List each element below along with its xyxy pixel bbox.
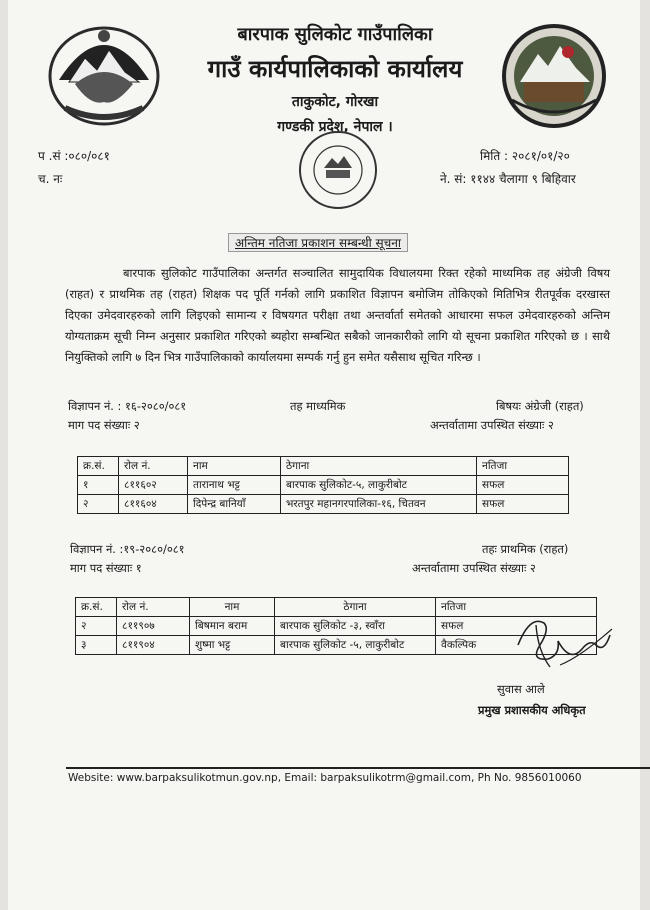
nepal-sambat-date: ने. सं: ११४४ चैलागा ९ बिहिवार [440, 172, 576, 186]
signatory-name: सुवास आले [497, 682, 545, 696]
footer-divider [66, 767, 650, 769]
table-cell: सफल [477, 495, 569, 514]
table-header-cell: नाम [188, 457, 281, 476]
ad1-result-table [77, 456, 569, 514]
table-header-cell: रोल नं. [119, 457, 188, 476]
notice-body [65, 263, 610, 368]
province-name: गण्डकी प्रदेश, नेपाल । [277, 119, 393, 135]
ad2-level: तहः प्राथमिक (राहत) [482, 542, 569, 556]
table-cell: २ [76, 617, 117, 636]
dispatch-number: च. नः [38, 172, 63, 186]
table-header-cell: नाम [190, 598, 275, 617]
table-cell: १ [78, 476, 119, 495]
office-name: गाउँ कार्यपालिकाको कार्यालय [207, 55, 463, 83]
footer-contact: Website: www.barpaksulikotmun.gov.np, Email: barpaksulikotrm@gmail.com, Ph No. 9856010060 [68, 772, 582, 784]
table-cell: वैकल्पिक [436, 636, 597, 655]
table-header-cell: नतिजा [436, 598, 597, 617]
table-cell: दिपेन्द्र बानियाँ [188, 495, 281, 514]
table-cell: ८११६०२ [119, 476, 188, 495]
ad1-posts: माग पद संख्याः २ [68, 418, 140, 432]
ad1-level: तह माध्यमिक [290, 399, 346, 413]
signatory-title: प्रमुख प्रशासकीय अधिकृत [478, 703, 586, 717]
table-cell: ८११९०४ [117, 636, 190, 655]
ad2-present: अन्तर्वातामा उपस्थित संख्याः २ [412, 561, 536, 575]
table-header-cell: क्र.सं. [78, 457, 119, 476]
letter-date: मिति : २०८१/०१/२० [480, 149, 570, 163]
table-cell: बारपाक सुलिकोट -३, स्वाँरा [275, 617, 436, 636]
table-cell: तारानाथ भट्ट [188, 476, 281, 495]
table-cell: भरतपुर महानगरपालिका-१६, चितवन [281, 495, 477, 514]
table-header-cell: नतिजा [477, 457, 569, 476]
notice-paragraph: बारपाक सुलिकोट गाउँपालिका अन्तर्गत सञ्चालित सामुदायिक विधालयमा रिक्त रहेको माध्यमिक तह अंग्रेजी विषय (राहत) र प्राथमिक तह (राहत) शिक्षक पद पूर्ति गर्नको लागि प्रकाशित विज्ञापन बमोजिम तोकिएको मितिभित्र रीतपूर्वक दरखास्त दिएका उमेदवारहरुको लागि लिइएको सामान्य र विषयगत परीक्षा तथा अन्तर्वार्ता समेतको आधारमा सफल उमेदवारहरुको अन्तिम योग्यताक्रम सूची निम्न अनुसार प्रकाशित गरिएको ब्यहोरा सम्बन्धित सबैको जानकारीको लागि यो सूचना प्रकाशित गरिएको छ । साथै नियुक्तिको लागि ७ दिन भित्र गाउँपालिकाको कार्यालयमा सम्पर्क गर्नु हुन समेत यसैसाथ सूचित गरिन्छ । [65, 266, 610, 364]
table-cell: सफल [477, 476, 569, 495]
table-row [78, 476, 569, 495]
table-cell: बारपाक सुलिकोट-५, लाकुरीबोट [281, 476, 477, 495]
handwritten-signature [500, 605, 618, 677]
office-stamp [296, 128, 380, 212]
table-row [78, 495, 569, 514]
table-header-cell: ठेगाना [275, 598, 436, 617]
ad1-number: विज्ञापन नं. : १६-२०८०/०८१ [68, 399, 187, 413]
table-cell: ३ [76, 636, 117, 655]
notice-subject: अन्तिम नतिजा प्रकाशन सम्बन्धी सूचना [228, 233, 408, 252]
ad2-posts: माग पद संख्याः १ [70, 561, 142, 575]
office-location: ताकुकोट, गोरखा [291, 94, 379, 110]
ad2-number: विज्ञापन नं. :१९-२०८०/०८१ [70, 542, 185, 556]
table-cell: ८११९०७ [117, 617, 190, 636]
letter-number: प .सं :०८०/०८१ [38, 149, 110, 163]
table-cell: ८११६०४ [119, 495, 188, 514]
municipality-name: बारपाक सुलिकोट गाउँपालिका [237, 24, 433, 45]
table-header-row [78, 457, 569, 476]
table-cell: बिषमान बराम [190, 617, 275, 636]
nepal-emblem-logo [45, 20, 163, 130]
ad1-present: अन्तर्वातामा उपस्थित संख्याः २ [430, 418, 554, 432]
table-header-cell: क्र.सं. [76, 598, 117, 617]
table-cell: सफल [436, 617, 597, 636]
table-cell: शुष्मा भट्ट [190, 636, 275, 655]
ad1-subject: बिषयः अंग्रेजी (राहत) [496, 399, 584, 413]
table-header-cell: रोल नं. [117, 598, 190, 617]
table-header-cell: ठेगाना [281, 457, 477, 476]
table-cell: २ [78, 495, 119, 514]
table-cell: बारपाक सुलिकोट -५, लाकुरीबोट [275, 636, 436, 655]
